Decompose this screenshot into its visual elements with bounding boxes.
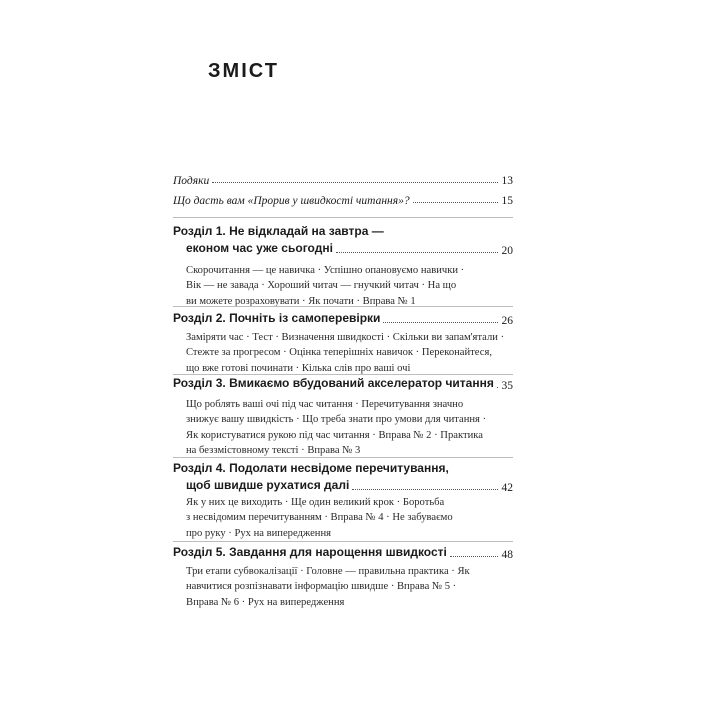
- toc-entry-chapter-4[interactable]: [173, 460, 513, 494]
- page-number: 15: [501, 195, 513, 207]
- chapter-title-line1: Розділ 3. Вмикаємо вбудований акселератор читання: [173, 376, 494, 390]
- dot-leader: [383, 322, 497, 323]
- page-number: 35: [501, 380, 513, 392]
- toc-entry-chapter-3[interactable]: [173, 375, 513, 392]
- entry-title: Що дасть вам «Прорив у швидкості читання»?: [173, 195, 410, 207]
- page-number: 13: [501, 175, 513, 187]
- subtopics-line: Вік — не завада · Хороший читач — гнучкий читач · На що: [186, 280, 457, 292]
- dot-leader: [450, 556, 498, 557]
- subtopics-line: Стежте за прогресом · Оцінка теперішніх навичок · Переконайтеся,: [186, 347, 492, 359]
- entry-title: Подяки: [173, 175, 210, 187]
- subtopics-line: навчитися розпізнавати інформацію швидше · Вправа № 5 ·: [186, 581, 457, 593]
- toc-entry-introduction[interactable]: [173, 195, 513, 207]
- dot-leader: [497, 387, 498, 388]
- chapter-title-line1: Розділ 4. Подолати несвідоме перечитування,: [173, 461, 449, 475]
- subtopics-line: з несвідомим перечитуванням · Вправа № 4 · Не забуваємо: [186, 512, 453, 524]
- chapter-subtopics: [186, 397, 506, 458]
- subtopics-line: Як у них це виходить · Ще один великий крок · Боротьба: [186, 497, 445, 508]
- subtopics-line: ви можете розраховувати · Як почати · Вправа № 1: [186, 295, 416, 307]
- page-number: 20: [501, 245, 513, 257]
- chapter-title-line2: економ час уже сьогодні: [186, 241, 333, 255]
- toc-entry-acknowledgements[interactable]: [173, 175, 513, 187]
- divider: [173, 306, 513, 307]
- toc-entry-chapter-1[interactable]: [173, 223, 513, 257]
- subtopics-line: Як користуватися рукою під час читання · Вправа № 2 · Практика: [186, 429, 483, 441]
- subtopics-line: Вправа № 6 · Рух на випередження: [186, 596, 345, 608]
- toc-entry-chapter-5[interactable]: [173, 544, 513, 561]
- dot-leader: [336, 252, 498, 253]
- page-number: 42: [501, 482, 513, 494]
- chapter-subtopics: [186, 564, 506, 610]
- chapter-subtopics: [186, 330, 506, 376]
- subtopics-line: Скорочитання — це навичка · Успішно опановуємо навички ·: [186, 265, 465, 276]
- chapter-subtopics: [186, 495, 506, 541]
- chapter-title-line1: Розділ 2. Почніть із самоперевірки: [173, 311, 381, 325]
- dot-leader: [212, 182, 497, 183]
- subtopics-line: Що роблять ваші очі під час читання · Перечитування значно: [186, 399, 464, 410]
- subtopics-line: що вже готові починати · Кілька слів про ваші очі: [186, 362, 411, 374]
- subtopics-line: Заміряти час · Тест · Визначення швидкості · Скільки ви запам'ятали ·: [186, 332, 505, 343]
- divider: [173, 541, 513, 542]
- dot-leader: [413, 202, 498, 203]
- chapter-title-line1: Розділ 5. Завдання для нарощення швидкості: [173, 545, 447, 559]
- subtopics-line: про руку · Рух на випередження: [186, 527, 332, 539]
- divider: [173, 457, 513, 458]
- chapter-subtopics: [186, 263, 506, 309]
- page-number: 48: [501, 549, 513, 561]
- page-number: 26: [501, 315, 513, 327]
- subtopics-line: на беззмістовному тексті · Вправа № 3: [186, 444, 361, 456]
- subtopics-line: знижує вашу швидкість · Що треба знати про умови для читання ·: [186, 414, 487, 426]
- divider: [173, 217, 513, 218]
- chapter-title-line1: Розділ 1. Не відкладай на завтра —: [173, 224, 384, 238]
- subtopics-line: Три етапи субвокалізації · Головне — правильна практика · Як: [186, 566, 470, 577]
- toc-entry-chapter-2[interactable]: [173, 310, 513, 327]
- chapter-title-line2: щоб швидше рухатися далі: [186, 478, 350, 492]
- dot-leader: [352, 489, 497, 490]
- page-title: ЗМІСТ: [208, 60, 279, 82]
